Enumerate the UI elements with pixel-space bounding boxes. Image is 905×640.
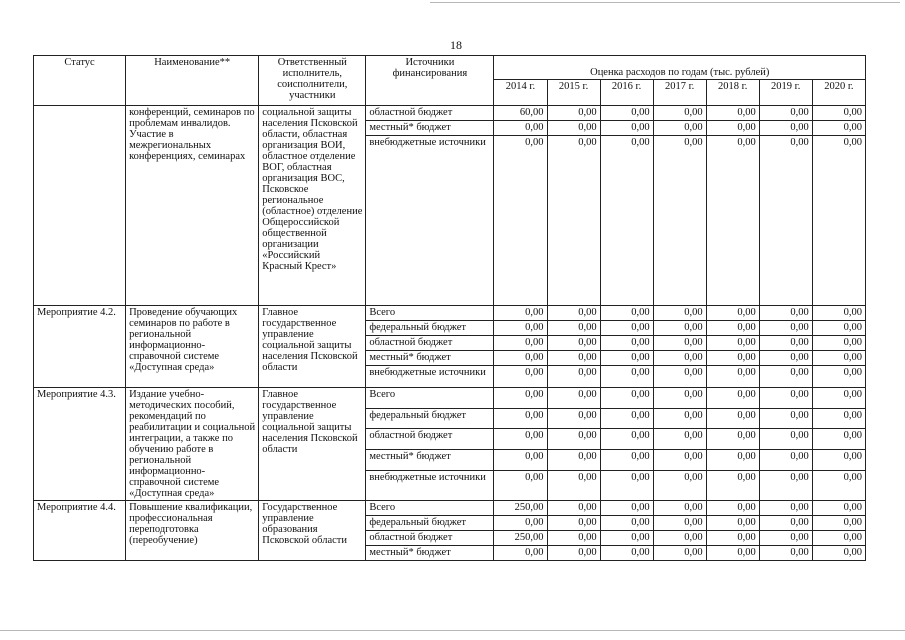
value-cell: 60,00 xyxy=(494,106,547,121)
value-cell: 0,00 xyxy=(812,336,865,351)
value-cell: 0,00 xyxy=(653,516,706,531)
source-cell: Всего xyxy=(366,388,494,409)
value-cell: 0,00 xyxy=(494,136,547,306)
value-cell: 0,00 xyxy=(759,546,812,561)
header-year: 2016 г. xyxy=(600,80,653,106)
executor-cell: социальной защиты населения Псковской области, областная организация ВОИ, областное отделение ВОГ, областная организация ВОС, Псковское региональное (областное) отделение Общероссийской общественной организации «Российский Красный Крест» xyxy=(259,106,366,306)
value-cell: 0,00 xyxy=(812,106,865,121)
value-cell: 0,00 xyxy=(653,470,706,500)
value-cell: 0,00 xyxy=(653,336,706,351)
name-cell: Издание учебно-методических пособий, рекомендаций по реабилитации и социальной интеграции, а также по обучению работе в региональной информационно-справочной системе «Доступная среда» xyxy=(126,388,259,501)
value-cell: 0,00 xyxy=(653,501,706,516)
value-cell: 0,00 xyxy=(494,470,547,500)
value-cell: 0,00 xyxy=(812,366,865,388)
value-cell: 0,00 xyxy=(812,408,865,429)
value-cell: 0,00 xyxy=(706,531,759,546)
header-executor: Ответственный исполнитель, соисполнители, участники xyxy=(259,56,366,106)
value-cell: 0,00 xyxy=(494,351,547,366)
value-cell: 0,00 xyxy=(759,321,812,336)
value-cell: 0,00 xyxy=(547,321,600,336)
value-cell: 0,00 xyxy=(494,321,547,336)
source-cell: внебюджетные источники xyxy=(366,470,494,500)
header-year: 2015 г. xyxy=(547,80,600,106)
value-cell: 0,00 xyxy=(600,306,653,321)
value-cell: 0,00 xyxy=(653,546,706,561)
value-cell: 0,00 xyxy=(547,429,600,450)
value-cell: 0,00 xyxy=(706,136,759,306)
value-cell: 0,00 xyxy=(812,450,865,471)
value-cell: 0,00 xyxy=(653,429,706,450)
budget-table xyxy=(33,55,866,561)
value-cell: 0,00 xyxy=(759,336,812,351)
executor-cell: Главное государственное управление социальной защиты населения Псковской области xyxy=(259,306,366,388)
header-year: 2018 г. xyxy=(706,80,759,106)
value-cell: 0,00 xyxy=(653,306,706,321)
value-cell: 0,00 xyxy=(653,388,706,409)
value-cell: 0,00 xyxy=(812,306,865,321)
value-cell: 0,00 xyxy=(600,351,653,366)
value-cell: 0,00 xyxy=(706,516,759,531)
value-cell: 0,00 xyxy=(653,351,706,366)
source-cell: Всего xyxy=(366,501,494,516)
table-row xyxy=(34,306,866,321)
status-cell: Мероприятие 4.2. xyxy=(34,306,126,388)
value-cell: 0,00 xyxy=(706,306,759,321)
value-cell: 0,00 xyxy=(547,408,600,429)
source-cell: местный* бюджет xyxy=(366,546,494,561)
value-cell: 0,00 xyxy=(706,450,759,471)
value-cell: 0,00 xyxy=(706,408,759,429)
value-cell: 0,00 xyxy=(812,136,865,306)
value-cell: 0,00 xyxy=(494,450,547,471)
value-cell: 0,00 xyxy=(547,136,600,306)
value-cell: 0,00 xyxy=(653,366,706,388)
status-cell: Мероприятие 4.4. xyxy=(34,501,126,561)
value-cell: 0,00 xyxy=(759,531,812,546)
value-cell: 0,00 xyxy=(494,546,547,561)
value-cell: 0,00 xyxy=(706,121,759,136)
header-name: Наименование** xyxy=(126,56,259,106)
executor-cell: Государственное управление образования Псковской области xyxy=(259,501,366,561)
value-cell: 0,00 xyxy=(706,106,759,121)
table-row xyxy=(34,106,866,121)
value-cell: 0,00 xyxy=(547,450,600,471)
executor-cell: Главное государственное управление социальной защиты населения Псковской области xyxy=(259,388,366,501)
value-cell: 0,00 xyxy=(494,388,547,409)
header-year: 2014 г. xyxy=(494,80,547,106)
value-cell: 0,00 xyxy=(494,306,547,321)
value-cell: 0,00 xyxy=(600,321,653,336)
source-cell: областной бюджет xyxy=(366,336,494,351)
value-cell: 0,00 xyxy=(600,121,653,136)
source-cell: внебюджетные источники xyxy=(366,136,494,306)
value-cell: 0,00 xyxy=(547,531,600,546)
header-status: Статус xyxy=(34,56,126,106)
value-cell: 0,00 xyxy=(547,366,600,388)
source-cell: местный* бюджет xyxy=(366,450,494,471)
source-cell: федеральный бюджет xyxy=(366,408,494,429)
value-cell: 0,00 xyxy=(759,501,812,516)
header-year: 2019 г. xyxy=(759,80,812,106)
status-cell xyxy=(34,106,126,306)
header-estimate: Оценка расходов по годам (тыс. рублей) xyxy=(494,56,866,80)
value-cell: 0,00 xyxy=(600,136,653,306)
value-cell: 0,00 xyxy=(653,321,706,336)
value-cell: 0,00 xyxy=(812,501,865,516)
value-cell: 0,00 xyxy=(706,351,759,366)
value-cell: 0,00 xyxy=(759,450,812,471)
value-cell: 0,00 xyxy=(706,321,759,336)
source-cell: федеральный бюджет xyxy=(366,516,494,531)
value-cell: 0,00 xyxy=(547,516,600,531)
value-cell: 0,00 xyxy=(600,546,653,561)
value-cell: 0,00 xyxy=(600,366,653,388)
value-cell: 0,00 xyxy=(812,351,865,366)
value-cell: 0,00 xyxy=(759,429,812,450)
value-cell: 0,00 xyxy=(653,136,706,306)
source-cell: областной бюджет xyxy=(366,429,494,450)
value-cell: 0,00 xyxy=(653,531,706,546)
source-cell: Всего xyxy=(366,306,494,321)
scan-edge-bottom xyxy=(0,630,905,631)
value-cell: 0,00 xyxy=(706,336,759,351)
value-cell: 0,00 xyxy=(759,121,812,136)
value-cell: 0,00 xyxy=(547,470,600,500)
value-cell: 0,00 xyxy=(600,106,653,121)
source-cell: внебюджетные источники xyxy=(366,366,494,388)
value-cell: 0,00 xyxy=(600,501,653,516)
value-cell: 0,00 xyxy=(812,531,865,546)
value-cell: 0,00 xyxy=(494,408,547,429)
value-cell: 0,00 xyxy=(547,121,600,136)
header-year: 2020 г. xyxy=(812,80,865,106)
value-cell: 0,00 xyxy=(706,366,759,388)
value-cell: 0,00 xyxy=(759,470,812,500)
value-cell: 0,00 xyxy=(547,388,600,409)
header-year: 2017 г. xyxy=(653,80,706,106)
value-cell: 0,00 xyxy=(706,388,759,409)
value-cell: 0,00 xyxy=(706,470,759,500)
value-cell: 0,00 xyxy=(653,106,706,121)
scan-edge-top xyxy=(430,2,900,3)
source-cell: федеральный бюджет xyxy=(366,321,494,336)
value-cell: 0,00 xyxy=(494,121,547,136)
value-cell: 0,00 xyxy=(547,501,600,516)
table-body xyxy=(34,106,866,561)
value-cell: 0,00 xyxy=(547,106,600,121)
value-cell: 250,00 xyxy=(494,531,547,546)
value-cell: 0,00 xyxy=(759,388,812,409)
value-cell: 0,00 xyxy=(494,366,547,388)
value-cell: 0,00 xyxy=(600,336,653,351)
value-cell: 0,00 xyxy=(812,546,865,561)
value-cell: 0,00 xyxy=(600,470,653,500)
value-cell: 0,00 xyxy=(812,516,865,531)
value-cell: 0,00 xyxy=(759,366,812,388)
value-cell: 0,00 xyxy=(812,388,865,409)
value-cell: 0,00 xyxy=(812,321,865,336)
value-cell: 0,00 xyxy=(600,408,653,429)
value-cell: 0,00 xyxy=(812,121,865,136)
value-cell: 0,00 xyxy=(600,531,653,546)
value-cell: 0,00 xyxy=(547,351,600,366)
value-cell: 0,00 xyxy=(600,388,653,409)
source-cell: местный* бюджет xyxy=(366,121,494,136)
status-cell: Мероприятие 4.3. xyxy=(34,388,126,501)
page-number: 18 xyxy=(450,38,462,52)
value-cell: 0,00 xyxy=(706,501,759,516)
value-cell: 0,00 xyxy=(547,546,600,561)
value-cell: 0,00 xyxy=(600,429,653,450)
value-cell: 0,00 xyxy=(547,336,600,351)
value-cell: 0,00 xyxy=(494,516,547,531)
value-cell: 0,00 xyxy=(653,450,706,471)
value-cell: 0,00 xyxy=(759,306,812,321)
source-cell: местный* бюджет xyxy=(366,351,494,366)
source-cell: областной бюджет xyxy=(366,531,494,546)
name-cell: конференций, семинаров по проблемам инвалидов. Участие в межрегиональных конференциях, семинарах xyxy=(126,106,259,306)
header-source: Источники финансирования xyxy=(366,56,494,106)
name-cell: Повышение квалификации, профессиональная переподготовка (переобучение) xyxy=(126,501,259,561)
value-cell: 0,00 xyxy=(706,546,759,561)
value-cell: 0,00 xyxy=(494,336,547,351)
table-row xyxy=(34,501,866,516)
value-cell: 0,00 xyxy=(653,408,706,429)
value-cell: 0,00 xyxy=(653,121,706,136)
value-cell: 0,00 xyxy=(759,516,812,531)
value-cell: 0,00 xyxy=(759,136,812,306)
value-cell: 0,00 xyxy=(812,470,865,500)
value-cell: 0,00 xyxy=(706,429,759,450)
name-cell: Проведение обучающих семинаров по работе в региональной информационно-справочной системе «Доступная среда» xyxy=(126,306,259,388)
value-cell: 0,00 xyxy=(494,429,547,450)
value-cell: 0,00 xyxy=(759,408,812,429)
value-cell: 0,00 xyxy=(759,351,812,366)
value-cell: 0,00 xyxy=(812,429,865,450)
value-cell: 0,00 xyxy=(600,516,653,531)
value-cell: 250,00 xyxy=(494,501,547,516)
source-cell: областной бюджет xyxy=(366,106,494,121)
value-cell: 0,00 xyxy=(547,306,600,321)
value-cell: 0,00 xyxy=(600,450,653,471)
table-row xyxy=(34,388,866,409)
value-cell: 0,00 xyxy=(759,106,812,121)
